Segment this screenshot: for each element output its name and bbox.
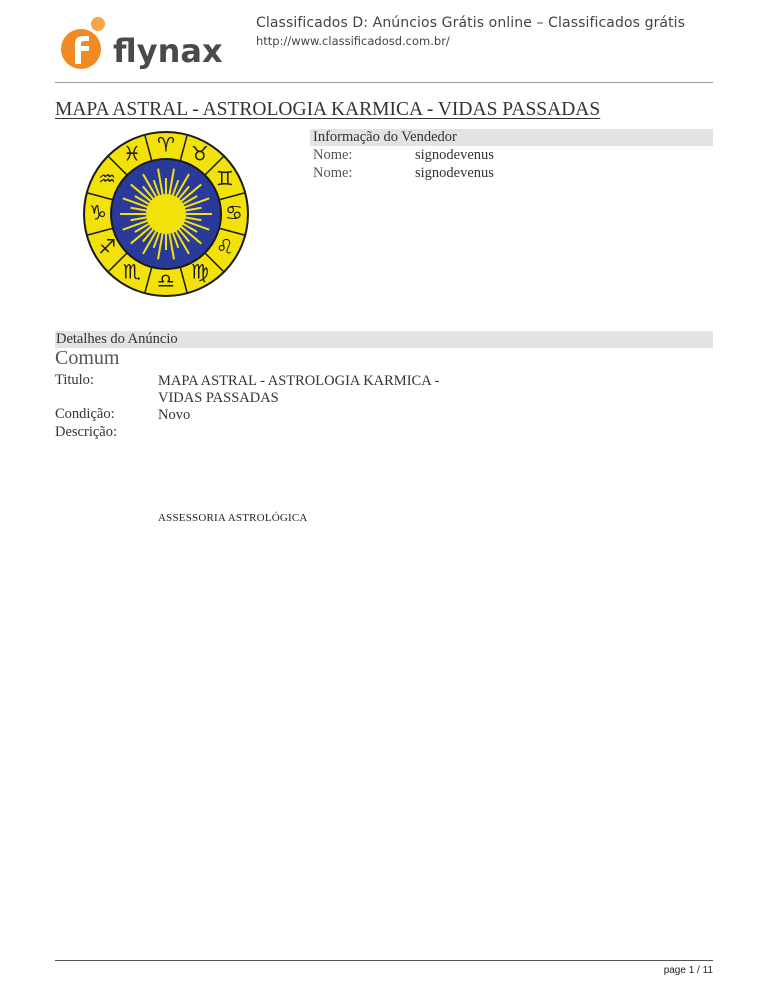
field-value-title-line2: VIDAS PASSADAS bbox=[158, 390, 279, 406]
svg-text:♈: ♈ bbox=[157, 132, 175, 157]
details-heading: Detalhes do Anúncio bbox=[56, 331, 178, 347]
header-divider bbox=[55, 82, 713, 83]
vendor-value: signodevenus bbox=[415, 165, 494, 181]
site-url[interactable]: http://www.classificadosd.com.br/ bbox=[256, 34, 450, 48]
svg-text:♋: ♋ bbox=[225, 200, 243, 225]
svg-text:♑: ♑ bbox=[89, 200, 107, 225]
svg-text:♒: ♒ bbox=[98, 166, 117, 191]
field-value-title-line1: MAPA ASTRAL - ASTROLOGIA KARMICA - bbox=[158, 373, 440, 389]
vendor-info-header bbox=[310, 129, 713, 146]
svg-text:♌: ♌ bbox=[215, 234, 234, 259]
field-label-description: Descrição: bbox=[55, 424, 117, 440]
svg-text:♎: ♎ bbox=[157, 268, 175, 293]
section-title: Comum bbox=[55, 347, 120, 369]
field-value-description: ASSESSORIA ASTROLÓGICA bbox=[158, 512, 308, 524]
vendor-row bbox=[313, 147, 494, 164]
zodiac-wheel-image bbox=[80, 130, 252, 298]
logo-wordmark: flynax bbox=[113, 32, 223, 70]
field-value-condition: Novo bbox=[158, 407, 191, 423]
listing-title: MAPA ASTRAL - ASTROLOGIA KARMICA - VIDAS PASSADAS bbox=[55, 99, 601, 120]
page-number: page 1 / 11 bbox=[663, 965, 713, 976]
vendor-value: signodevenus bbox=[415, 147, 494, 163]
svg-text:♍: ♍ bbox=[191, 259, 209, 284]
svg-text:♏: ♏ bbox=[123, 259, 141, 284]
svg-text:♓: ♓ bbox=[123, 141, 141, 166]
flynax-logo bbox=[55, 16, 240, 76]
field-label-title: Titulo: bbox=[55, 372, 94, 388]
svg-text:♐: ♐ bbox=[98, 234, 117, 259]
footer-divider bbox=[55, 960, 713, 961]
vendor-row bbox=[313, 165, 494, 182]
field-value-title bbox=[158, 373, 439, 407]
field-label-condition: Condição: bbox=[55, 406, 115, 422]
svg-text:♉: ♉ bbox=[191, 141, 209, 166]
svg-text:♊: ♊ bbox=[215, 166, 234, 191]
document-header bbox=[0, 0, 768, 82]
vendor-info-heading: Informação do Vendedor bbox=[313, 129, 457, 145]
site-title: Classificados D: Anúncios Grátis online – Classificados grátis bbox=[256, 15, 686, 31]
vendor-label: Nome: bbox=[313, 165, 353, 181]
details-header bbox=[55, 331, 713, 348]
vendor-label: Nome: bbox=[313, 147, 353, 163]
